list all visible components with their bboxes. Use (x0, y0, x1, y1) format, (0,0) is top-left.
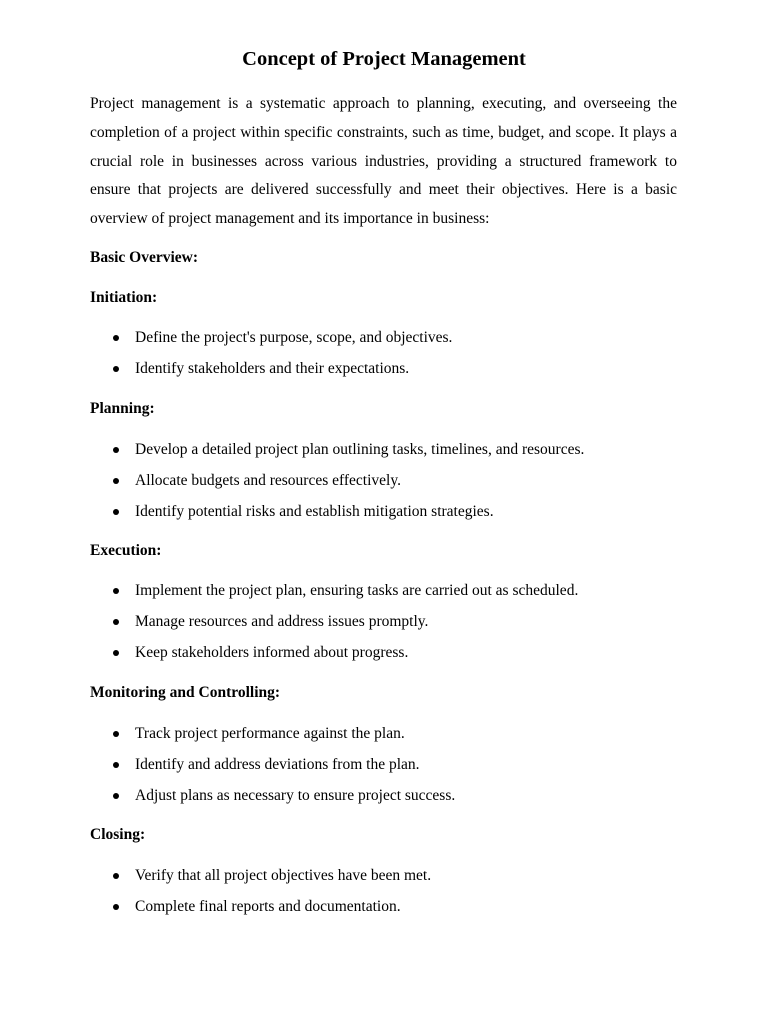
list-item-text: Keep stakeholders informed about progress. (135, 644, 409, 661)
list-item (90, 502, 584, 533)
list-item-text: Identify stakeholders and their expectations. (135, 360, 410, 377)
bullet-icon (113, 904, 119, 910)
list-item (90, 897, 431, 928)
list-item-text: Identify and address deviations from the plan. (135, 756, 420, 773)
list-item (90, 359, 452, 390)
list-item-text: Verify that all project objectives have been met. (135, 867, 432, 884)
list-item (90, 786, 455, 817)
bullet-icon (113, 447, 119, 453)
bullet-icon (113, 509, 119, 515)
list-item-text: Implement the project plan, ensuring tasks are carried out as scheduled. (135, 582, 579, 599)
bullet-icon (113, 873, 119, 879)
bullet-icon (113, 731, 119, 737)
list-item (90, 866, 431, 897)
section-heading-monitoring: Monitoring and Controlling: (90, 684, 281, 701)
section-heading-closing: Closing: (90, 826, 146, 843)
list-item-text: Complete final reports and documentation. (135, 898, 401, 915)
intro-paragraph: Project management is a systematic approach to planning, executing, and overseeing the completion of a project within specific constraints, such as time, budget, and scope. It plays a crucial role in businesses across various industries, providing a structured framework to ensure that projects are delivered successfully and meet their objectives. Here is a basic overview of project management and its importance in business: (90, 95, 677, 228)
execution-list (90, 581, 578, 674)
monitoring-list (90, 724, 455, 817)
list-item-text: Allocate budgets and resources effectively. (135, 472, 401, 489)
list-item (90, 643, 578, 674)
planning-list (90, 440, 584, 533)
closing-list (90, 866, 431, 928)
initiation-list (90, 328, 452, 390)
section-heading-initiation: Initiation: (90, 289, 158, 306)
list-item-text: Track project performance against the plan. (135, 725, 405, 742)
list-item-text: Adjust plans as necessary to ensure project success. (135, 787, 456, 804)
list-item-text: Define the project's purpose, scope, and objectives. (135, 329, 453, 346)
list-item (90, 612, 578, 643)
list-item (90, 755, 455, 786)
bullet-icon (113, 650, 119, 656)
bullet-icon (113, 366, 119, 372)
list-item (90, 724, 455, 755)
bullet-icon (113, 619, 119, 625)
list-item-text: Identify potential risks and establish mitigation strategies. (135, 503, 494, 520)
section-heading-execution: Execution: (90, 542, 162, 559)
bullet-icon (113, 793, 119, 799)
bullet-icon (113, 335, 119, 341)
list-item (90, 328, 452, 359)
section-heading-planning: Planning: (90, 400, 155, 417)
list-item (90, 440, 584, 471)
list-item (90, 471, 584, 502)
bullet-icon (113, 588, 119, 594)
list-item-text: Manage resources and address issues promptly. (135, 613, 429, 630)
list-item (90, 581, 578, 612)
bullet-icon (113, 478, 119, 484)
overview-heading: Basic Overview: (90, 249, 199, 266)
document-title: Concept of Project Management (242, 48, 526, 70)
list-item-text: Develop a detailed project plan outlining tasks, timelines, and resources. (135, 441, 585, 458)
bullet-icon (113, 762, 119, 768)
